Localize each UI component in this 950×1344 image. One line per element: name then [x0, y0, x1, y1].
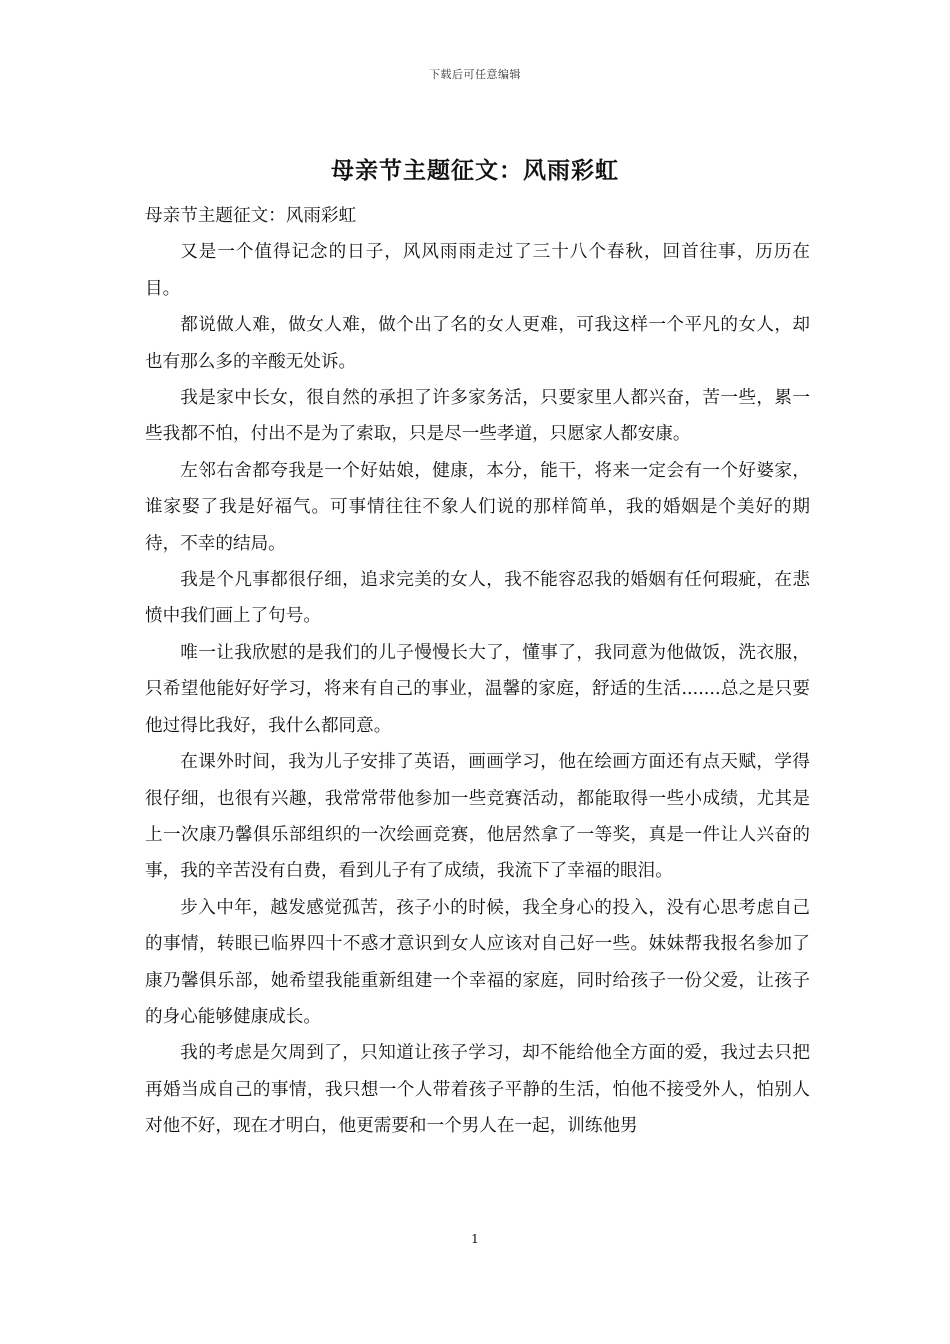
- paragraph: 都说做人难，做女人难，做个出了名的女人更难，可我这样一个平凡的女人，却也有那么多的辛酸无处诉。: [145, 315, 810, 372]
- paragraph: 唯一让我欣慰的是我们的儿子慢慢长大了，懂事了，我同意为他做饭，洗衣服，只希望他能好好学习，将来有自己的事业，温馨的家庭，舒适的生活.......总之是只要他过得比我好，我什么都同意。: [145, 642, 810, 736]
- document-subtitle: 母亲节主题征文：风雨彩虹: [145, 206, 357, 226]
- page-header: 下载后可任意编辑: [429, 68, 521, 81]
- paragraph: 我是家中长女，很自然的承担了许多家务活，只要家里人都兴奋，苦一些，累一些我都不怕，付出不是为了索取，只是尽一些孝道，只愿家人都安康。: [145, 388, 810, 445]
- paragraph: 步入中年，越发感觉孤苦，孩子小的时候，我全身心的投入，没有心思考虑自己的事情，转眼已临界四十不惑才意识到女人应该对自己好一些。妹妹帮我报名参加了康乃馨俱乐部，她希望我能重新组建一个幸福的家庭，同时给孩子一份父爱，让孩子的身心能够健康成长。: [145, 897, 810, 1027]
- paragraph: 我的考虑是欠周到了，只知道让孩子学习，却不能给他全方面的爱，我过去只把再婚当成自己的事情，我只想一个人带着孩子平静的生活，怕他不接受外人，怕别人对他不好，现在才明白，他更需要和一个男人在一起，训练他男: [145, 1043, 810, 1137]
- paragraph: 我是个凡事都很仔细，追求完美的女人，我不能容忍我的婚姻有任何瑕疵，在悲愤中我们画上了句号。: [145, 570, 810, 627]
- document-title: 母亲节主题征文：风雨彩虹: [331, 157, 619, 184]
- paragraph: 左邻右舍都夸我是一个好姑娘，健康，本分，能干，将来一定会有一个好婆家，谁家娶了我是好福气。可事情往往不象人们说的那样简单，我的婚姻是个美好的期待，不幸的结局。: [145, 460, 810, 554]
- document-body: [145, 198, 810, 1145]
- paragraph: 又是一个值得记念的日子，风风雨雨走过了三十八个春秋，回首往事，历历在目。: [145, 242, 810, 299]
- paragraph: 在课外时间，我为儿子安排了英语，画画学习，他在绘画方面还有点天赋，学得很仔细，也很有兴趣，我常常带他参加一些竞赛活动，都能取得一些小成绩，尤其是上一次康乃馨俱乐部组织的一次绘画竞赛，他居然拿了一等奖，真是一件让人兴奋的事，我的辛苦没有白费，看到儿子有了成绩，我流下了幸福的眼泪。: [145, 752, 810, 882]
- page-number: 1: [471, 1232, 479, 1246]
